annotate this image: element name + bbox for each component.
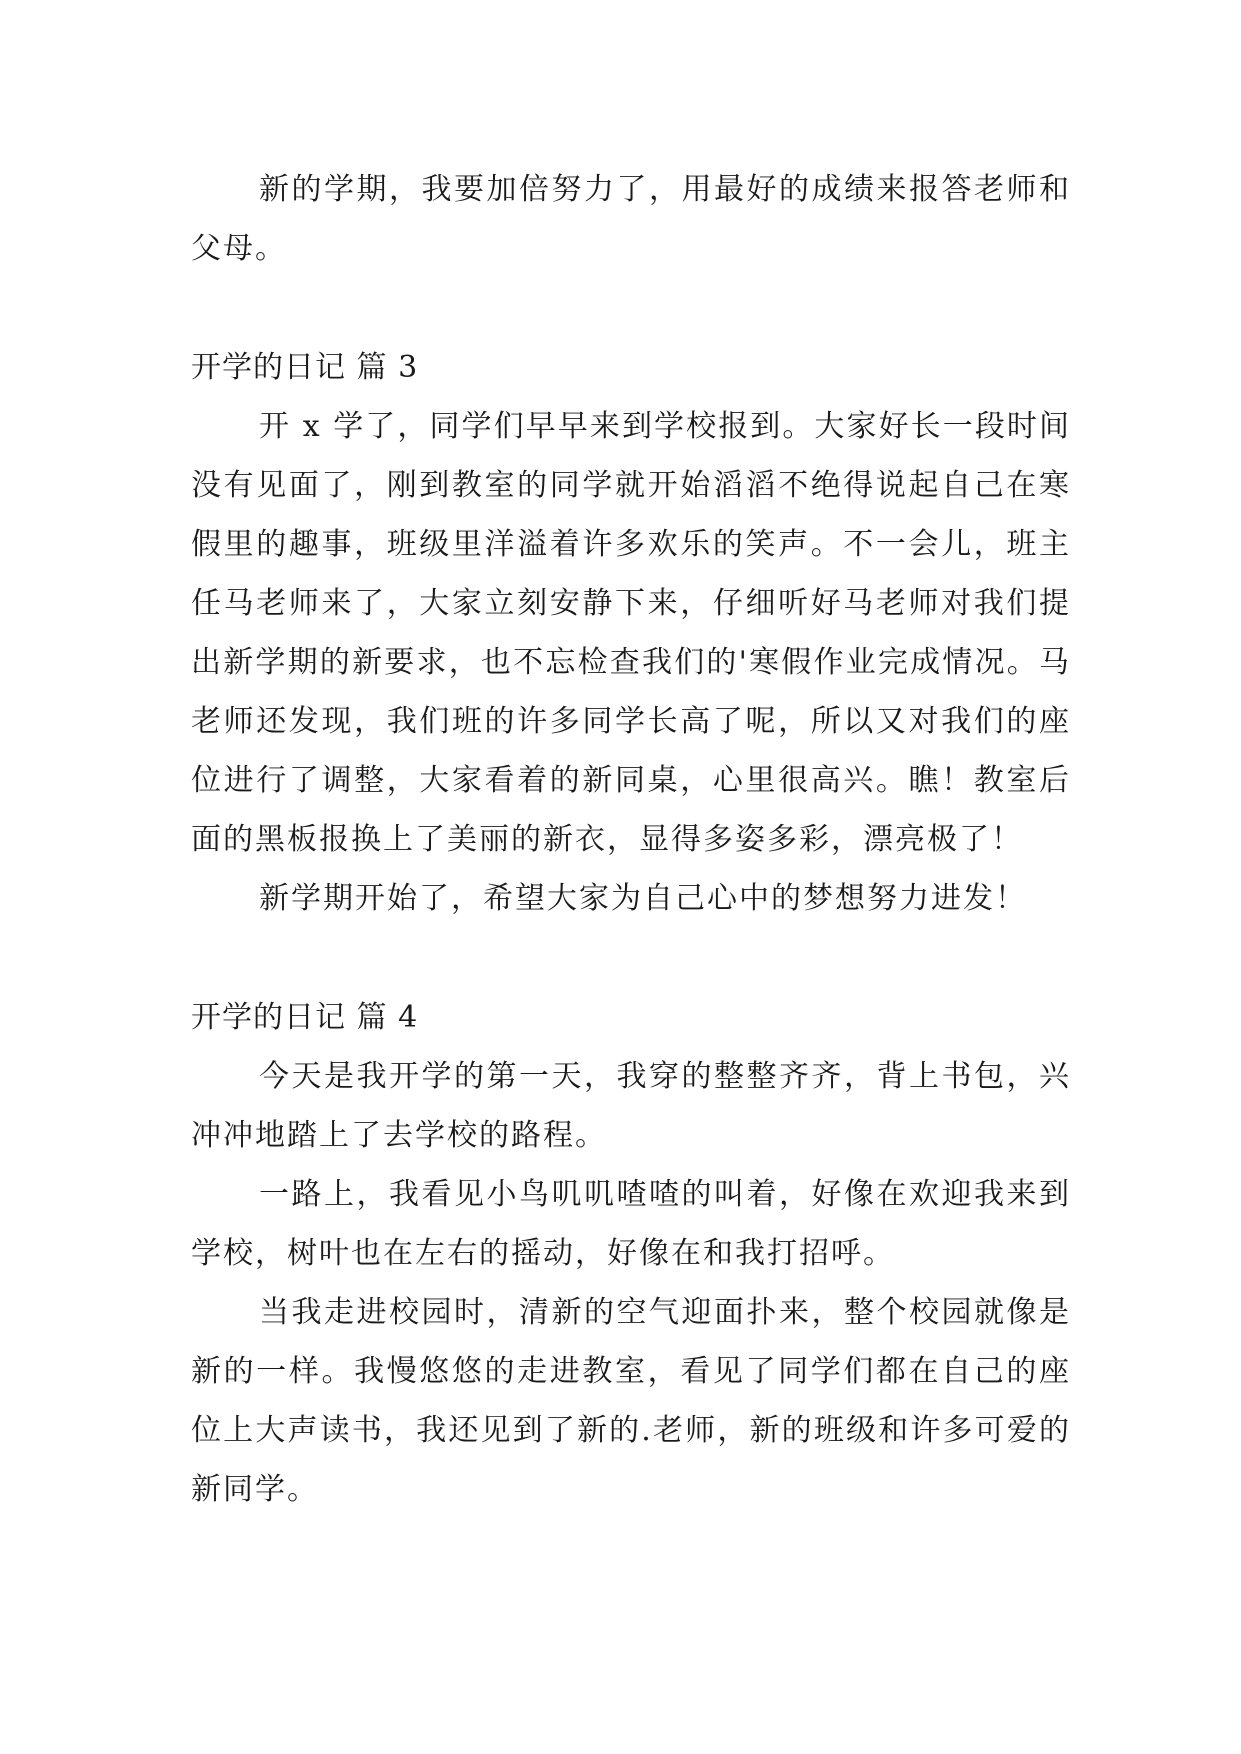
section-3 [191,338,1071,928]
section-paragraph: 今天是我开学的第一天，我穿的整整齐齐，背上书包，兴冲冲地踏上了去学校的路程。 [191,1059,1071,1153]
section-paragraph: 当我走进校园时，清新的空气迎面扑来，整个校园就像是新的一样。我慢悠悠的走进教室，看见了同学们都在自己的座位上大声读书，我还见到了新的.老师，新的班级和许多可爱的新同学。 [191,1295,1071,1507]
section-paragraph: 开 x 学了，同学们早早来到学校报到。大家好长一段时间没有见面了，刚到教室的同学就开始滔滔不绝得说起自己在寒假里的趣事，班级里洋溢着许多欢乐的笑声。不一会儿，班主任马老师来了，大家立刻安静下来，仔细听好马老师对我们提出新学期的新要求，也不忘检查我们的'寒假作业完成情况。马老师还发现，我们班的许多同学长高了呢，所以又对我们的座位进行了调整，大家看着的新同桌，心里很高兴。瞧！教室后面的黑板报换上了美丽的新衣，显得多姿多彩，漂亮极了！ [191,409,1071,857]
section-heading: 开学的日记 篇 3 [191,350,419,385]
section-paragraph: 一路上，我看见小鸟叽叽喳喳的叫着，好像在欢迎我来到学校，树叶也在左右的摇动，好像在和我打招呼。 [191,1177,1071,1271]
section-gap [191,278,1071,338]
section-heading: 开学的日记 篇 4 [191,1000,419,1035]
section-paragraph: 新学期开始了，希望大家为自己心中的梦想努力进发！ [259,881,1027,916]
section-gap [191,928,1071,988]
intro-paragraph: 新的学期，我要加倍努力了，用最好的成绩来报答老师和父母。 [191,172,1071,266]
document-body [191,160,1071,1519]
section-4 [191,988,1071,1519]
